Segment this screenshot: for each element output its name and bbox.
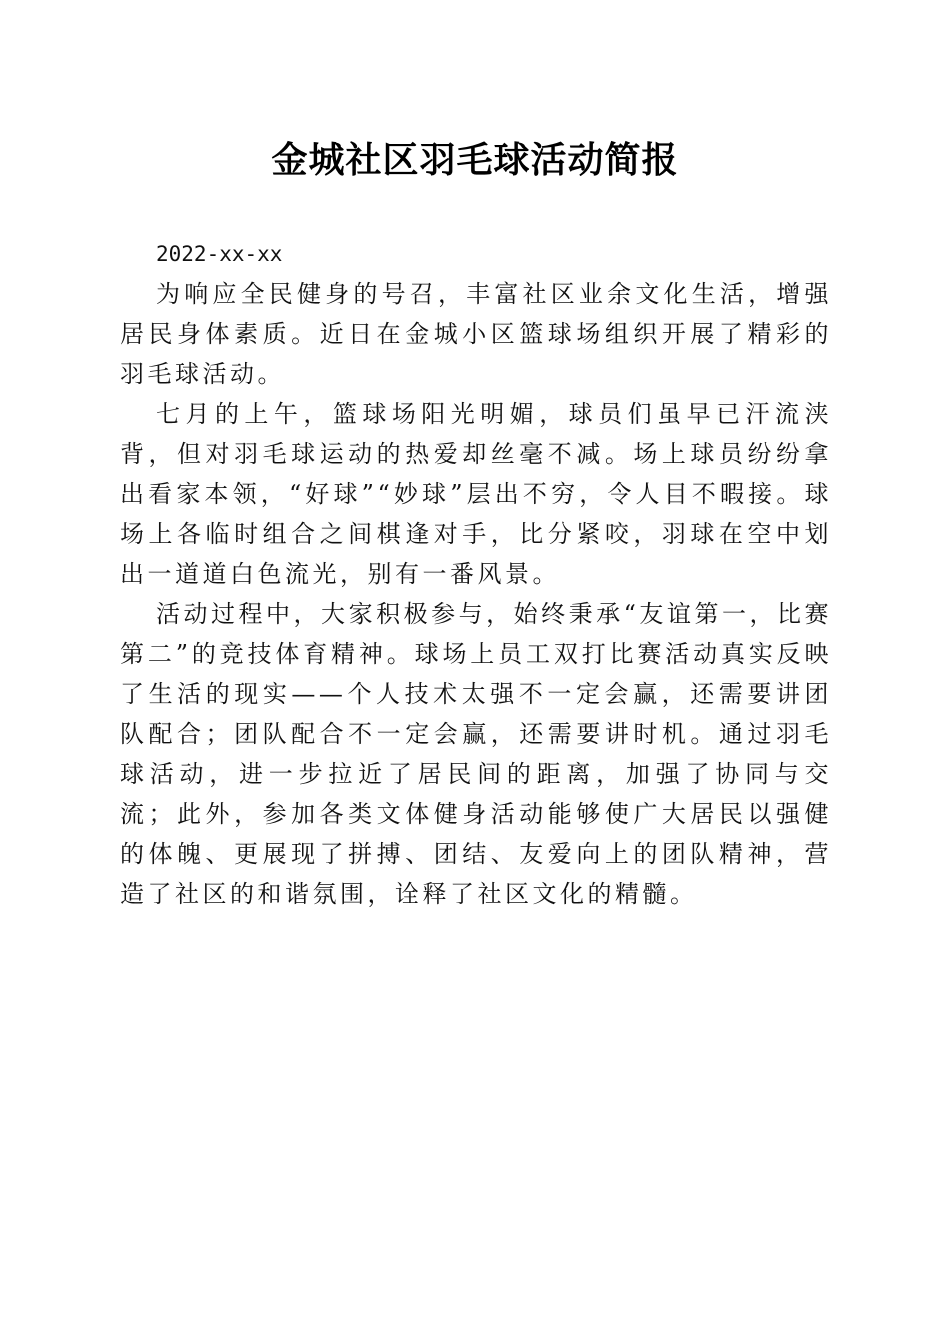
document-title: 金城社区羽毛球活动简报 [271,139,679,181]
paragraph: 活动过程中，大家积极参与，始终秉承“友谊第一，比赛第二”的竞技体育精神。球场上员工双打比赛活动真实反映了生活的现实——个人技术太强不一定会赢，还需要讲团队配合；团队配合不一定会赢，还需要讲时机。通过羽毛球活动，进一步拉近了居民间的距离，加强了协同与交流；此外，参加各类文体健身活动能够使广大居民以强健的体魄、更展现了拼搏、团结、友爱向上的团队精神，营造了社区的和谐氛围，诠释了社区文化的精髓。 [120,600,832,908]
paragraph: 为响应全民健身的号召，丰富社区业余文化生活，增强居民身体素质。近日在金城小区篮球场组织开展了精彩的羽毛球活动。 [120,280,832,388]
document-body [120,234,832,914]
paragraph: 七月的上午，篮球场阳光明媚，球员们虽早已汗流浃背，但对羽毛球运动的热爱却丝毫不减。场上球员纷纷拿出看家本领，“好球”“妙球”层出不穷，令人目不暇接。球场上各临时组合之间棋逢对手，比分紧咬，羽球在空中划出一道道白色流光，别有一番风景。 [120,400,832,588]
document-date: 2022-xx-xx [156,242,283,266]
